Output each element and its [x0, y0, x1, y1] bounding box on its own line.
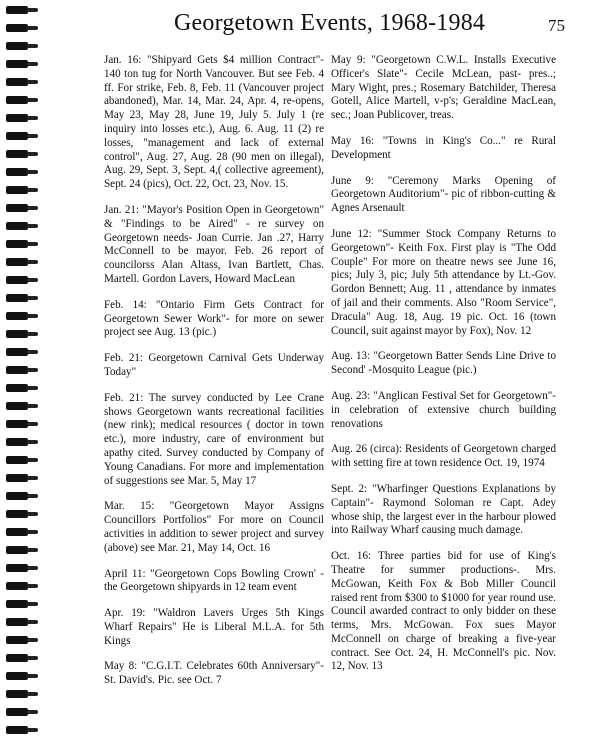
binding-coil [6, 726, 28, 734]
binding-coil [6, 168, 28, 176]
binding-coil [6, 456, 28, 464]
event-entry: Jan. 21: "Mayor's Position Open in Georgetown" & "Findings to be Aired" - re survey on Georgetown needs- Joan Currie. Jan .27, Harry McConnell to be mayor. Feb. 26 report of councilorss Alan Altass, Ivan Bartlett, Chas. Martell. Gordon Lavers, Howard MacLean [104, 203, 324, 285]
binding-coil [6, 6, 28, 14]
event-entry: April 11: "Georgetown Cops Bowling Crown' - the Georgetown shipyards in 12 team event [104, 567, 324, 594]
binding-coil [6, 258, 28, 266]
left-column [104, 54, 324, 700]
binding-coil [6, 96, 28, 104]
binding-coil [6, 60, 28, 68]
event-entry: May 16: "Towns in King's Co..." re Rural Development [331, 134, 556, 161]
binding-coil [6, 654, 28, 662]
event-entry: Feb. 21: Georgetown Carnival Gets Underway Today" [104, 352, 324, 378]
event-entry: Aug. 13: "Georgetown Batter Sends Line Drive to Second' -Mosquito League (pic.) [331, 350, 556, 377]
right-column [331, 54, 556, 686]
binding-coil [6, 78, 28, 86]
page-number: 75 [548, 16, 565, 35]
binding-coil [6, 420, 28, 428]
binding-coil [6, 438, 28, 446]
event-entry: May 9: "Georgetown C.W.L. Installs Executive Officer's Slate"- Cecile McLean, past- pres..; Mary Wight, pres.; Rosemary Batchilder, Theresa Gotell, Alice Martell, v-p's; Geraldine MacLean, sec.; Joan Publicover, treas. [331, 54, 556, 122]
binding-coil [6, 204, 28, 212]
binding-coil [6, 402, 28, 410]
event-entry: June 12: "Summer Stock Company Returns to Georgetown"- Keith Fox. First play is "The Odd Couple" For more on theatre news see June 16, pics; July 3, pic; July 5th attendance by Lt.-Gov. Gordon Bennett; Aug. 11 , attendance by inmates of jail and their comments. Also "Room Service", Dracula" Aug. 18, Aug. 19 pic. Oct. 16 (town Council, suit against mayor by Fox), Nov. 12 [331, 227, 556, 337]
binding-coil [6, 276, 28, 284]
binding-coil [6, 294, 28, 302]
event-entry: Feb. 21: The survey conducted by Lee Crane shows Georgetown wants recreational facilities (new rink); medical resources ( doctor in town etc.), more industry, care of environment but apathy cited. Survey conducted by Company of Young Canadians. For more and implementation of suggestions see Mar. 5, May 17 [104, 391, 324, 487]
binding-coil [6, 474, 28, 482]
binding-coil [6, 42, 28, 50]
binding-coil [6, 582, 28, 590]
binding-coil [6, 150, 28, 158]
event-entry: June 9: "Ceremony Marks Opening of Georgetown Auditorium"- pic of ribbon-cutting & Agnes Arsenault [331, 174, 556, 215]
binding-coil [6, 24, 28, 32]
binding-coil [6, 348, 28, 356]
binding-coil [6, 672, 28, 680]
event-entry: Jan. 16: "Shipyard Gets $4 million Contract"- 140 ton tug for North Vancouver. But see Feb. 4 ff. For strike, Feb. 8, Feb. 11 (Vancouver project abandoned), Mar. 14, Mar. 24, Apr. 4, re-opens, May 23, May 28, June 19, July 5. July 1 (re inquiry into losses etc.), Aug. 6. Aug. 11 (2) re losses, "management and lack of external control", Aug. 27, Aug. 28 (90 men on illegal), Aug. 29, Sept. 3, Sept. 4,( collective agreement), Sept. 24 (pics), Oct. 22, Oct. 23, Nov. 15. [104, 54, 324, 191]
binding-coil [6, 186, 28, 194]
event-entry: Sept. 2: "Wharfinger Questions Explanations by Captain"- Raymond Soloman re Capt. Adey whose ship, the largest ever in the harbour plowed into Railway Wharf causing much damage. [331, 482, 556, 537]
binding-coil [6, 636, 28, 644]
event-entry: Apr. 19: "Waldron Lavers Urges 5th Kings Wharf Repairs" He is Liberal M.L.A. for 5th Kings [104, 607, 324, 647]
event-entry: Aug. 26 (circa): Residents of Georgetown charged with setting fire at town residence Oct. 19, 1974 [331, 443, 556, 470]
binding-coil [6, 222, 28, 230]
page-title: Georgetown Events, 1968-1984 [174, 10, 486, 36]
binding-coil [6, 510, 28, 518]
binding-coil [6, 618, 28, 626]
binding-coil [6, 366, 28, 374]
event-entry: Mar. 15: "Georgetown Mayor Assigns Councillors Portfolios" For more on Council activities in addition to sewer project and survey (above) see Mar. 21, May 14, Oct. 16 [104, 500, 324, 554]
binding-coil [6, 384, 28, 392]
binding-coil [6, 546, 28, 554]
binding-coil [6, 114, 28, 122]
binding-coil [6, 312, 28, 320]
binding-coil [6, 690, 28, 698]
spiral-binding [0, 0, 40, 738]
event-entry: May 8: "C.G.I.T. Celebrates 60th Anniversary"- St. David's. Pic. see Oct. 7 [104, 660, 324, 687]
binding-coil [6, 564, 28, 572]
event-entry: Aug. 23: "Anglican Festival Set for Georgetown"- in celebration of extensive church building renovations [331, 389, 556, 430]
binding-coil [6, 330, 28, 338]
binding-coil [6, 528, 28, 536]
binding-coil [6, 132, 28, 140]
binding-coil [6, 240, 28, 248]
event-entry: Oct. 16: Three parties bid for use of King's Theatre for summer productions-. Mrs. McGowan, Keith Fox & Bob Miller Council raised rent from $300 to $1000 for year round use. Council awarded contract to only bidder on these terms, Mrs. McGowan. Fox sues Mayor McConnell on charge of breaking a five-year contract. See Oct. 24, H. McConnell's pic. Nov. 12, Nov. 13 [331, 550, 556, 673]
binding-coil [6, 492, 28, 500]
binding-coil [6, 708, 28, 716]
binding-coil [6, 600, 28, 608]
event-entry: Feb. 14: "Ontario Firm Gets Contract for Georgetown Sewer Work"- for more on sewer project see Aug. 13 (pic.) [104, 298, 324, 339]
